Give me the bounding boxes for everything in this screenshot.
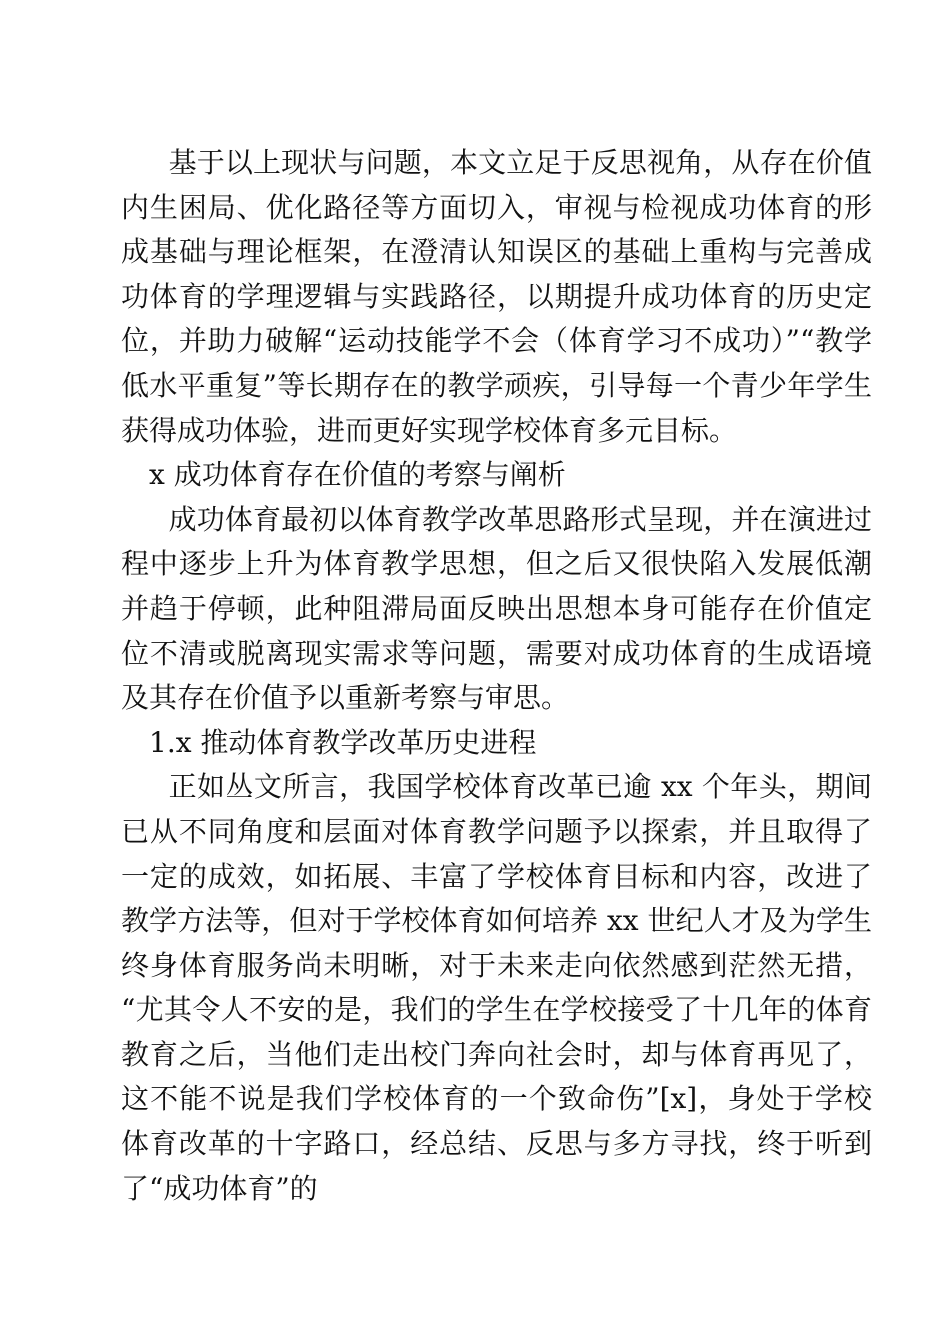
paragraph-evolution-stagnation: 成功体育最初以体育教学改革思路形式呈现，并在演进过程中逐步上升为体育教学思想，但之后又很快陷入发展低潮并趋于停顿，此种阻滞局面反映出思想本身可能存在价值定位不清或脱离现实需求等问题，需要对成功体育的生成语境及其存在价值予以重新考察与审思。 — [121, 502, 872, 715]
paragraph-reform-progress: 正如丛文所言，我国学校体育改革已逾 xx 个年头，期间已从不同角度和层面对体育教学问题予以探索，并且取得了一定的成效，如拓展、丰富了学校体育目标和内容，改进了教学方法等，但对于学校体育如何培养 xx 世纪人才及为学生终身体育服务尚未明晰，对于未来走向依然感到茫然无措，“尤其令人不安的是，我们的学生在学校接受了十几年的体育教育之后，当他们走出校门奔向社会时，却与体育再见了，这不能不说是我们学校体育的一个致命伤”[x]，身处于学校体育改革的十字路口，经总结、反思与多方寻找，终于听到了“成功体育”的 — [121, 770, 872, 1205]
section-heading-value-examination: x 成功体育存在价值的考察与阐析 — [149, 458, 566, 492]
subsection-heading-reform-history: 1.x 推动体育教学改革历史进程 — [149, 725, 537, 759]
paragraph-intro-reflection: 基于以上现状与问题，本文立足于反思视角，从存在价值内生困局、优化路径等方面切入，审视与检视成功体育的形成基础与理论框架，在澄清认知误区的基础上重构与完善成功体育的学理逻辑与实践路径，以期提升成功体育的历史定位，并助力破解“运动技能学不会（体育学习不成功）”“教学低水平重复”等长期存在的教学顽疾，引导每一个青少年学生获得成功体验，进而更好实现学校体育多元目标。 — [121, 146, 872, 447]
document-text-block — [121, 141, 872, 1211]
